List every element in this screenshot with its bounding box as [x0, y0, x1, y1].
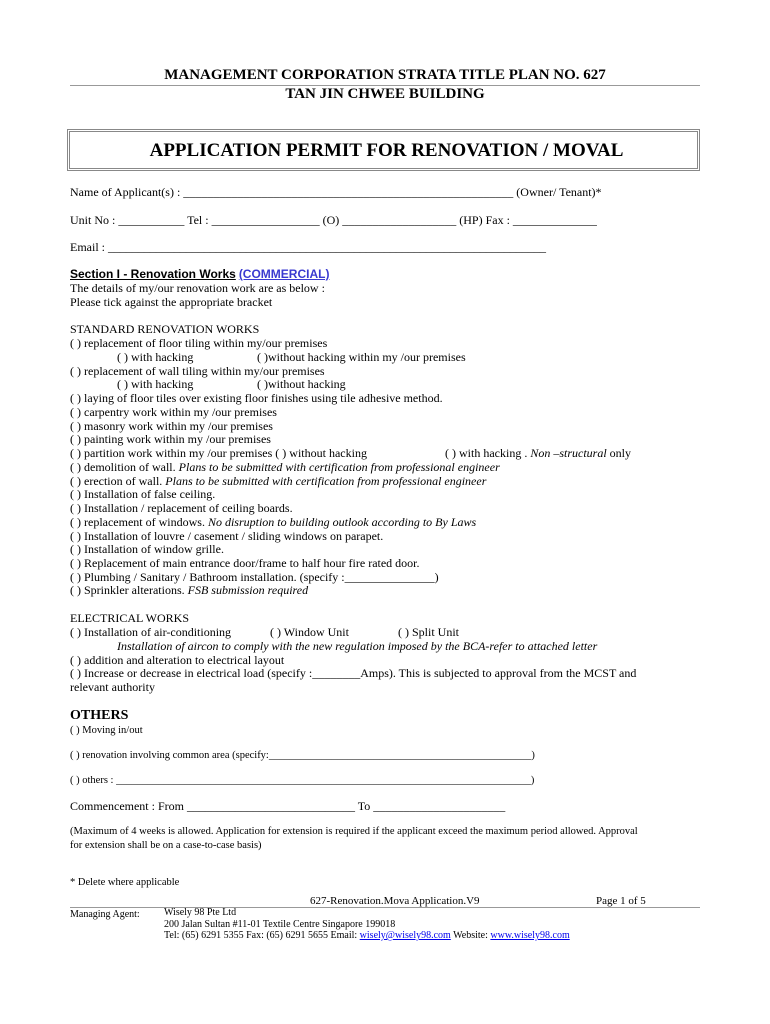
page-number: Page 1 of 5 [596, 895, 646, 907]
checkbox-partition-with-hacking[interactable]: ( ) with hacking . [445, 446, 528, 460]
standard-works-heading: STANDARD RENOVATION WORKS [70, 322, 260, 336]
section-1-instruction: Please tick against the appropriate bracket [70, 295, 273, 309]
title-box [67, 129, 700, 171]
website-label: Website: [450, 930, 491, 941]
commencement-field[interactable]: Commencement : From ____________________________ To ______________________ [70, 799, 506, 813]
checkbox-window-unit[interactable]: ( ) Window Unit [270, 625, 349, 639]
header-line-2: TAN JIN CHWEE BUILDING [285, 86, 485, 102]
checkbox-common-area[interactable]: ( ) renovation involving common area (specify:__________________________________________________) [70, 750, 535, 761]
floor-tiling-options [117, 350, 466, 364]
others-heading: OTHERS [70, 708, 129, 723]
checkbox-sprinkler[interactable]: ( ) Sprinkler alterations. [70, 583, 185, 597]
checkbox-tile-adhesive[interactable]: ( ) laying of floor tiles over existing floor finishes using tile adhesive method. [70, 391, 443, 405]
windows-row [70, 515, 476, 529]
partition-work-row [70, 446, 631, 460]
checkbox-false-ceiling[interactable]: ( ) Installation of false ceiling. [70, 487, 216, 501]
agent-name: Wisely 98 Pte Ltd [164, 907, 237, 918]
checkbox-electrical-layout[interactable]: ( ) addition and alteration to electrical layout [70, 653, 285, 667]
sprinkler-note: FSB submission required [187, 583, 309, 597]
windows-note: No disruption to building outlook according to By Laws [207, 515, 477, 529]
email-link[interactable]: wisely@wisely98.com [359, 930, 451, 941]
non-structural-note: Non –structural [530, 446, 607, 460]
section-1-heading [70, 267, 329, 281]
email-field[interactable]: Email : _________________________________________________________________________ [70, 240, 546, 254]
erection-note: Plans to be submitted with certification from professional engineer [165, 474, 487, 488]
only-text: only [609, 446, 631, 460]
section-1-title: Section I - Renovation Works [70, 267, 236, 281]
checkbox-wall-without-hacking[interactable]: ( )without hacking [257, 377, 346, 391]
extension-note-line-1: (Maximum of 4 weeks is allowed. Application for extension is required if the applicant exceed the maximum period allowed. Approval [70, 826, 638, 837]
doc-reference: 627-Renovation.Mova Application.V9 [310, 895, 480, 907]
checkbox-aircon[interactable]: ( ) Installation of air-conditioning [70, 625, 232, 639]
sprinkler-row [70, 583, 308, 597]
website-link[interactable]: www.wisely98.com [490, 930, 570, 941]
demolition-row [70, 460, 500, 474]
checkbox-others[interactable]: ( ) others : _______________________________________________________________________________) [70, 775, 535, 786]
checkbox-louvre[interactable]: ( ) Installation of louvre / casement / sliding windows on parapet. [70, 529, 384, 543]
checkbox-wall-with-hacking[interactable]: ( ) with hacking [117, 377, 194, 391]
aircon-row [70, 625, 459, 639]
agent-address: 200 Jalan Sultan #11-01 Textile Centre Singapore 199018 [164, 919, 396, 930]
checkbox-fire-rated-door[interactable]: ( ) Replacement of main entrance door/frame to half hour fire rated door. [70, 556, 420, 570]
checkbox-split-unit[interactable]: ( ) Split Unit [398, 625, 460, 639]
checkbox-ceiling-boards[interactable]: ( ) Installation / replacement of ceiling boards. [70, 501, 293, 515]
checkbox-replace-windows[interactable]: ( ) replacement of windows. [70, 515, 205, 529]
electrical-works-heading: ELECTRICAL WORKS [70, 611, 189, 625]
checkbox-partition-without-hacking[interactable]: ( ) partition work within my /our premises ( ) without hacking [70, 446, 367, 460]
electrical-load-continued: relevant authority [70, 680, 155, 694]
checkbox-painting[interactable]: ( ) painting work within my /our premises [70, 432, 271, 446]
agent-tel-fax: Tel: (65) 6291 5355 Fax: (65) 6291 5655 Email: [164, 930, 360, 941]
commercial-tag: (COMMERCIAL) [238, 267, 330, 281]
header-divider [70, 85, 700, 86]
section-1-intro: The details of my/our renovation work are as below : [70, 281, 325, 295]
checkbox-erection[interactable]: ( ) erection of wall. [70, 474, 163, 488]
extension-note-line-2: for extension shall be on a case-to-case basis) [70, 840, 262, 851]
checkbox-moving[interactable]: ( ) Moving in/out [70, 725, 143, 736]
checkbox-masonry[interactable]: ( ) masonry work within my /our premises [70, 419, 273, 433]
erection-row [70, 474, 486, 488]
managing-agent-label: Managing Agent: [70, 909, 140, 920]
applicant-name-field[interactable]: Name of Applicant(s) : _______________________________________________________ (Owner/ Tenant)* [70, 185, 602, 199]
aircon-regulation-note: Installation of aircon to comply with the new regulation imposed by the BCA-refer to attached letter [117, 639, 598, 653]
unit-tel-fax-field[interactable]: Unit No : ___________ Tel : __________________ (O) ___________________ (HP) Fax : ______________ [70, 213, 597, 227]
checkbox-floor-without-hacking[interactable]: ( )without hacking within my /our premises [257, 350, 466, 364]
checkbox-carpentry[interactable]: ( ) carpentry work within my /our premises [70, 405, 277, 419]
wall-tiling-options [117, 377, 346, 391]
checkbox-electrical-load[interactable]: ( ) Increase or decrease in electrical load (specify :________Amps). This is subjected to approval from the MCST and [70, 666, 637, 680]
page-title: APPLICATION PERMIT FOR RENOVATION / MOVAL [149, 140, 624, 161]
header-line-1: MANAGEMENT CORPORATION STRATA TITLE PLAN NO. 627 [164, 67, 606, 83]
checkbox-plumbing[interactable]: ( ) Plumbing / Sanitary / Bathroom installation. (specify :_______________) [70, 570, 439, 584]
checkbox-window-grille[interactable]: ( ) Installation of window grille. [70, 542, 224, 556]
checkbox-demolition[interactable]: ( ) demolition of wall. [70, 460, 176, 474]
checkbox-wall-tiling[interactable]: ( ) replacement of wall tiling within my/our premises [70, 364, 325, 378]
checkbox-floor-with-hacking[interactable]: ( ) with hacking [117, 350, 194, 364]
delete-note: * Delete where applicable [70, 877, 180, 888]
demolition-note: Plans to be submitted with certification from professional engineer [178, 460, 500, 474]
agent-contact [164, 930, 570, 942]
checkbox-floor-tiling[interactable]: ( ) replacement of floor tiling within my/our premises [70, 336, 328, 350]
